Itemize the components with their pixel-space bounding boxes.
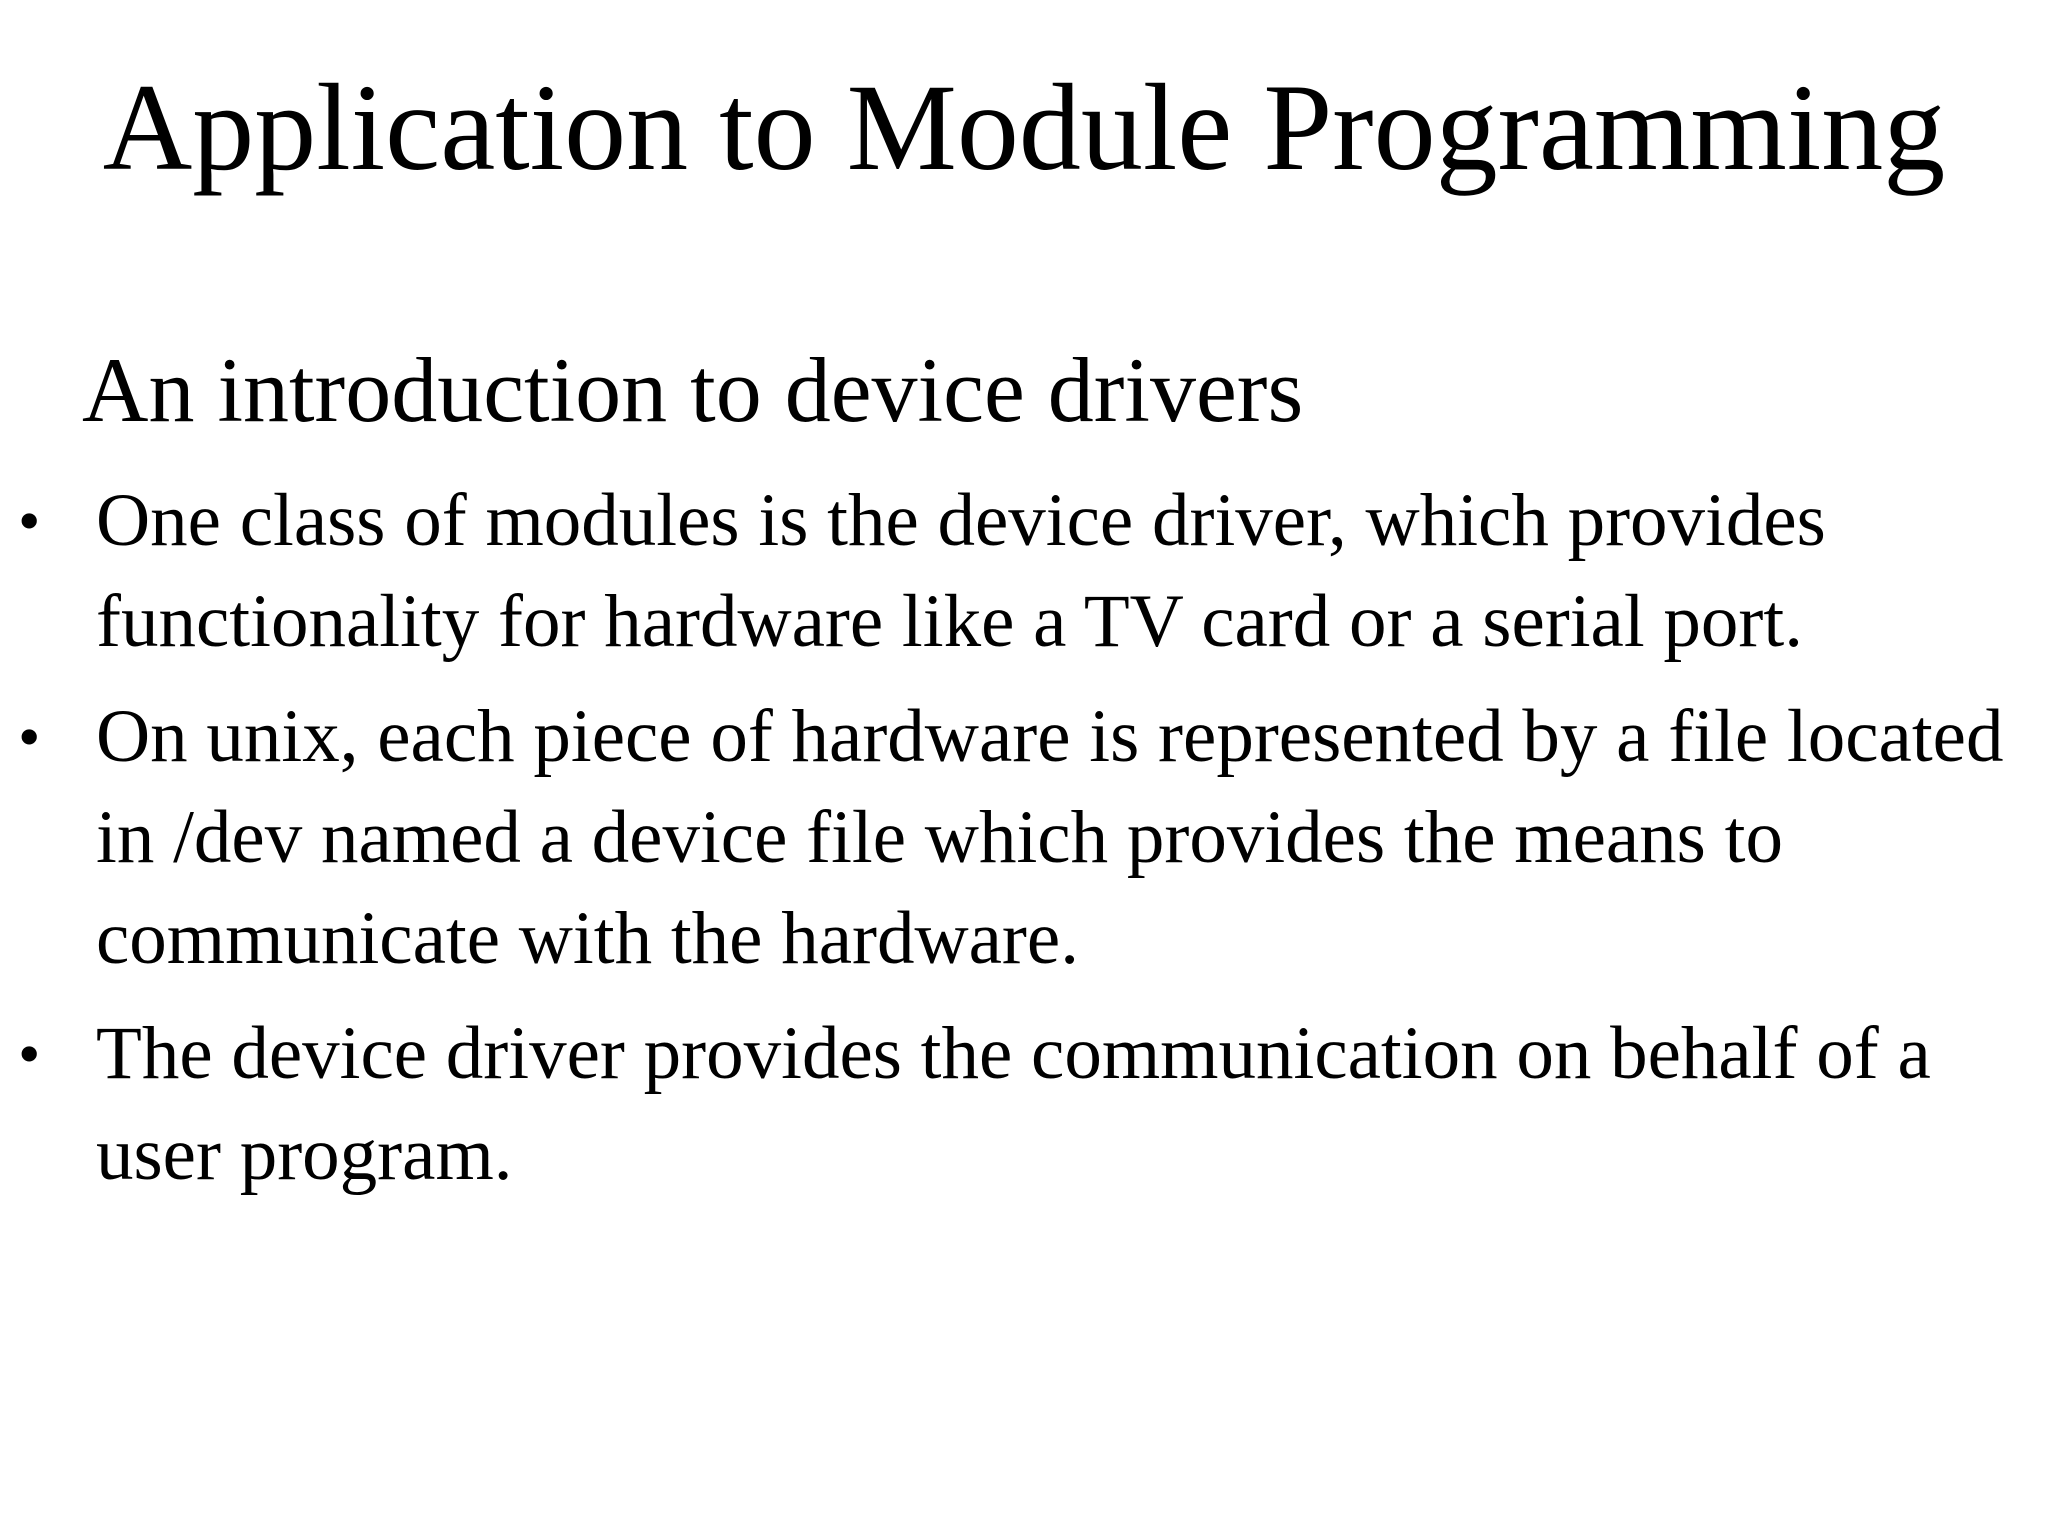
slide-title: Application to Module Programming — [102, 59, 1946, 196]
slide-subtitle: An introduction to device drivers — [82, 339, 1304, 441]
bullet-item — [0, 470, 2048, 672]
bullet-text: The device driver provides the communication on behalf of a user program. — [96, 1012, 1931, 1196]
bullet-icon: • — [18, 1018, 41, 1089]
bullet-item — [0, 686, 2048, 989]
bullet-item — [0, 1003, 2048, 1205]
bullet-text: On unix, each piece of hardware is represented by a file located in /dev named a device file which provides the means to communicate with the hardware. — [96, 695, 2004, 980]
bullet-icon: • — [18, 485, 41, 556]
bullet-icon: • — [18, 701, 41, 772]
bullet-text: One class of modules is the device driver, which provides functionality for hardware like a TV card or a serial port. — [96, 479, 1826, 663]
bullet-list — [0, 470, 2048, 1219]
